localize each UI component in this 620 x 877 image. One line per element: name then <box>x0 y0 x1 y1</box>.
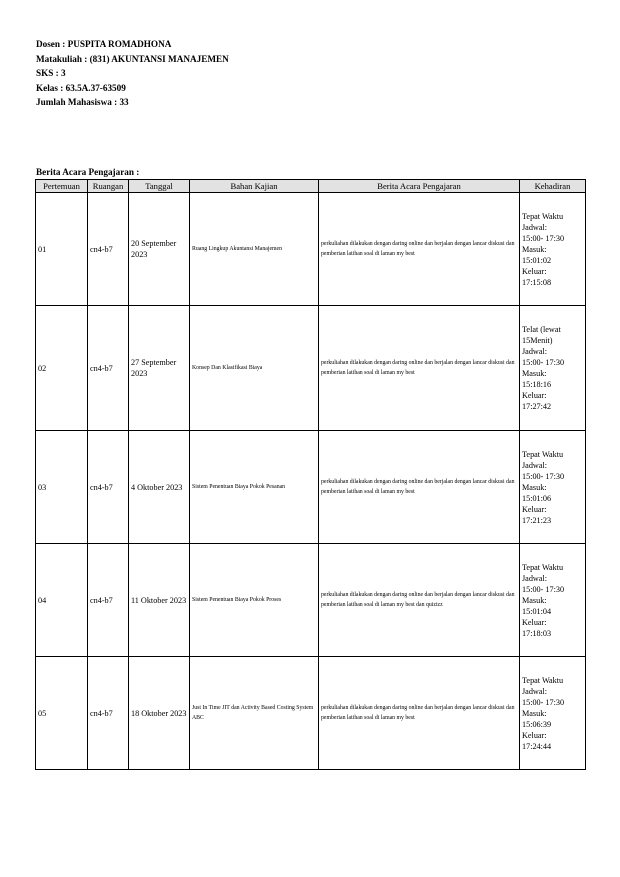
check-out-time: 17:24:44 <box>522 741 552 751</box>
teaching-report: perkuliahan dilakukan dengan daring online dan berjalan dengan lancar diskusi dan pemberian latihan soal di laman my best <box>319 431 520 544</box>
meeting-number: 04 <box>36 544 88 657</box>
check-in-label: Masuk: <box>522 482 547 492</box>
schedule-time: 15:00- 17:30 <box>522 697 565 707</box>
meeting-number: 02 <box>36 306 88 431</box>
student-count: Jumlah Mahasiswa : 33 <box>36 97 129 107</box>
column-header: Berita Acara Pengajaran <box>319 180 520 193</box>
attendance-status: Tepat Waktu <box>522 449 564 459</box>
check-out-label: Keluar: <box>522 391 547 400</box>
section-title: Berita Acara Pengajaran : <box>36 167 140 177</box>
table-row <box>36 431 586 544</box>
credit-units: SKS : 3 <box>36 68 66 78</box>
meeting-number: 03 <box>36 431 88 544</box>
check-in-label: Masuk: <box>522 244 547 254</box>
check-in-time: 15:01:02 <box>522 255 552 265</box>
teaching-report: perkuliahan dilakukan dengan daring online dan berjalan dengan lancar diskusi dan pemberian latihan soal di laman my best <box>319 193 520 306</box>
class-code: Kelas : 63.5A.37-63509 <box>36 82 126 93</box>
topic: Ruang Lingkup Akuntansi Manajemen <box>190 193 319 306</box>
room: cn4-b7 <box>88 657 129 770</box>
schedule-label: Jadwal: <box>522 686 548 696</box>
check-out-time: 17:21:23 <box>522 515 552 525</box>
check-in-time: 15:06:39 <box>522 719 552 729</box>
room: cn4-b7 <box>88 193 129 306</box>
attendance-status: Tepat Waktu <box>522 562 564 572</box>
date: 18 Oktober 2023 <box>129 657 190 770</box>
table-row <box>36 544 586 657</box>
attendance <box>520 657 586 770</box>
date: 4 Oktober 2023 <box>129 431 190 544</box>
check-out-label: Keluar: <box>522 266 547 276</box>
schedule-label: Jadwal: <box>522 573 548 583</box>
schedule-label: Jadwal: <box>522 460 548 470</box>
attendance <box>520 544 586 657</box>
course-name: Matakuliah : (831) AKUNTANSI MANAJEMEN <box>36 53 229 64</box>
attendance-status: Tepat Waktu <box>522 675 564 685</box>
check-in-time: 15:01:06 <box>522 493 552 503</box>
check-in-label: Masuk: <box>522 595 547 605</box>
topic: Sistem Penentuan Biaya Pokok Pesanan <box>190 431 319 544</box>
check-out-time: 17:18:03 <box>522 628 552 638</box>
column-header: Bahan Kajian <box>190 180 319 193</box>
document-header <box>36 37 229 110</box>
date: 11 Oktober 2023 <box>129 544 190 657</box>
check-in-time: 15:01:04 <box>522 606 552 616</box>
room: cn4-b7 <box>88 544 129 657</box>
meeting-number: 05 <box>36 657 88 770</box>
table-row <box>36 193 586 306</box>
column-header: Pertemuan <box>36 180 88 193</box>
column-header: Ruangan <box>88 180 129 193</box>
room: cn4-b7 <box>88 431 129 544</box>
schedule-time: 15:00- 17:30 <box>522 233 565 243</box>
room: cn4-b7 <box>88 306 129 431</box>
topic: Just In Time JIT dan Activity Based Costing System ABC <box>190 657 319 770</box>
column-header: Kehadiran <box>520 180 586 193</box>
check-out-label: Keluar: <box>522 504 547 514</box>
attendance <box>520 431 586 544</box>
table-row <box>36 657 586 770</box>
topic: Sistem Penentuan Biaya Pokok Proses <box>190 544 319 657</box>
date: 20 September 2023 <box>129 193 190 306</box>
attendance <box>520 306 586 431</box>
teaching-log-table <box>35 179 586 770</box>
date: 27 September 2023 <box>129 306 190 431</box>
schedule-time: 15:00- 17:30 <box>522 358 565 367</box>
schedule-time: 15:00- 17:30 <box>522 584 565 594</box>
teaching-report: perkuliahan dilakukan dengan daring online dan berjalan dengan lancar diskusi dan pemberian latihan soal di laman my best dan quizizz <box>319 544 520 657</box>
table-row <box>36 306 586 431</box>
check-in-time: 15:18:16 <box>522 380 552 389</box>
column-header: Tanggal <box>129 180 190 193</box>
attendance-status: Tepat Waktu <box>522 211 564 221</box>
schedule-label: Jadwal: <box>522 222 548 232</box>
attendance-status: Telat (lewat 15Menit) <box>522 325 561 345</box>
schedule-label: Jadwal: <box>522 347 548 356</box>
check-out-time: 17:27:42 <box>522 402 552 411</box>
check-in-label: Masuk: <box>522 369 547 378</box>
check-out-label: Keluar: <box>522 617 547 627</box>
table-header-row <box>36 180 586 193</box>
attendance <box>520 193 586 306</box>
check-in-label: Masuk: <box>522 708 547 718</box>
teaching-report: perkuliahan dilakukan dengan daring online dan berjalan dengan lancar diskusi dan pemberian latihan soal di laman my best <box>319 657 520 770</box>
meeting-number: 01 <box>36 193 88 306</box>
topic: Konsep Dan Klasifikasi Biaya <box>190 306 319 431</box>
check-out-time: 17:15:08 <box>522 277 552 287</box>
schedule-time: 15:00- 17:30 <box>522 471 565 481</box>
teaching-report: perkuliahan dilakukan dengan daring online dan berjalan dengan lancar diskusi dan pemberian latihan soal di laman my best <box>319 306 520 431</box>
check-out-label: Keluar: <box>522 730 547 740</box>
lecturer-name: Dosen : PUSPITA ROMADHONA <box>36 39 172 49</box>
